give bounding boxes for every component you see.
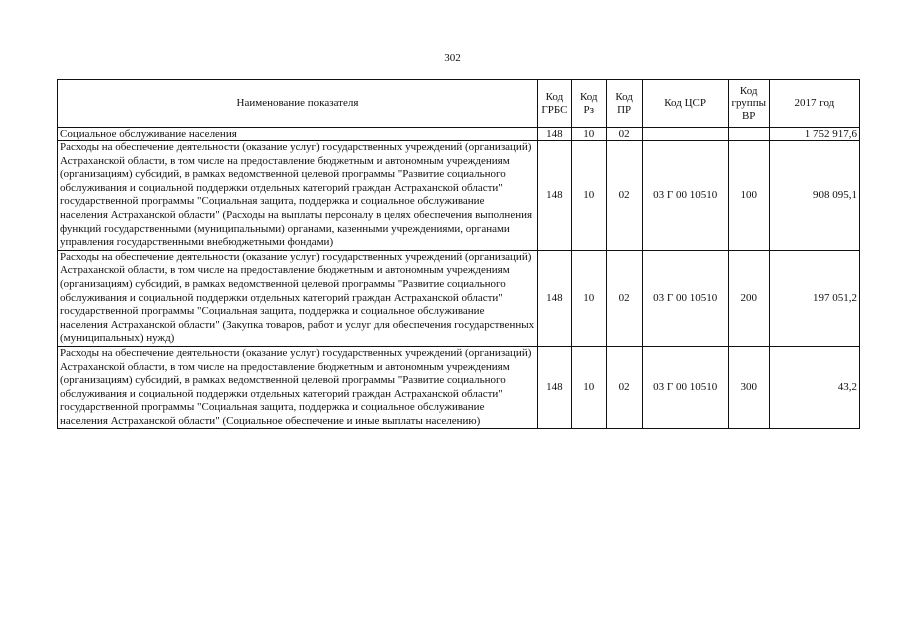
row-vr xyxy=(728,128,769,141)
row-rz: 10 xyxy=(571,141,606,251)
row-vr: 300 xyxy=(728,346,769,429)
row-vr: 100 xyxy=(728,141,769,251)
page-number: 302 xyxy=(444,52,461,64)
header-csr: Код ЦСР xyxy=(642,80,728,128)
table-header-row xyxy=(58,80,860,128)
table-row xyxy=(58,128,860,141)
row-name: Расходы на обеспечение деятельности (оказание услуг) государственных учреждений (организаций) Астраханской области, в том числе на предоставление бюджетным и автономным учреждениям (организациям) субсидий, в рамках ведомственной целевой программы "Развитие социального обслуживания и социальной поддержки отдельных категорий граждан Астраханской области" государственной программы "Социальная защита, поддержка и социальное обслуживание населения Астраханской области" (Социальное обеспечение и иные выплаты населению) xyxy=(58,346,538,429)
header-vr: Код группы ВР xyxy=(728,80,769,128)
row-rz: 10 xyxy=(571,346,606,429)
row-csr: 03 Г 00 10510 xyxy=(642,141,728,251)
row-rz: 10 xyxy=(571,250,606,346)
table-row xyxy=(58,346,860,429)
row-amount: 908 095,1 xyxy=(769,141,859,251)
header-year: 2017 год xyxy=(769,80,859,128)
row-grbs: 148 xyxy=(537,250,571,346)
row-csr: 03 Г 00 10510 xyxy=(642,346,728,429)
row-grbs: 148 xyxy=(537,128,571,141)
row-amount: 1 752 917,6 xyxy=(769,128,859,141)
table-row xyxy=(58,250,860,346)
header-pr: Код ПР xyxy=(606,80,642,128)
row-csr: 03 Г 00 10510 xyxy=(642,250,728,346)
row-pr: 02 xyxy=(606,346,642,429)
row-vr: 200 xyxy=(728,250,769,346)
header-name: Наименование показателя xyxy=(58,80,538,128)
row-grbs: 148 xyxy=(537,141,571,251)
row-name: Расходы на обеспечение деятельности (оказание услуг) государственных учреждений (организаций) Астраханской области, в том числе на предоставление бюджетным и автономным учреждениям (организациям) субсидий, в рамках ведомственной целевой программы "Развитие социального обслуживания и социальной поддержки отдельных категорий граждан Астраханской области" государственной программы "Социальная защита, поддержка и социальное обслуживание населения Астраханской области" (Закупка товаров, работ и услуг для обеспечения государственных (муниципальных) нужд) xyxy=(58,250,538,346)
row-pr: 02 xyxy=(606,128,642,141)
row-name: Расходы на обеспечение деятельности (оказание услуг) государственных учреждений (организаций) Астраханской области, в том числе на предоставление бюджетным и автономным учреждениям (организациям) субсидий, в рамках ведомственной целевой программы "Развитие социального обслуживания и социальной поддержки отдельных категорий граждан Астраханской области" государственной программы "Социальная защита, поддержка и социальное обслуживание населения Астраханской области" (Расходы на выплаты персоналу в целях обеспечения выполнения функций государственными (муниципальными) органами, казенными учреждениями, органами управления государственными внебюджетными фондами) xyxy=(58,141,538,251)
header-rz: Код Рз xyxy=(571,80,606,128)
budget-table xyxy=(57,79,860,429)
row-rz: 10 xyxy=(571,128,606,141)
row-pr: 02 xyxy=(606,250,642,346)
row-amount: 197 051,2 xyxy=(769,250,859,346)
header-grbs: Код ГРБС xyxy=(537,80,571,128)
row-grbs: 148 xyxy=(537,346,571,429)
table-row xyxy=(58,141,860,251)
row-csr xyxy=(642,128,728,141)
row-name: Социальное обслуживание населения xyxy=(58,128,538,141)
row-amount: 43,2 xyxy=(769,346,859,429)
row-pr: 02 xyxy=(606,141,642,251)
